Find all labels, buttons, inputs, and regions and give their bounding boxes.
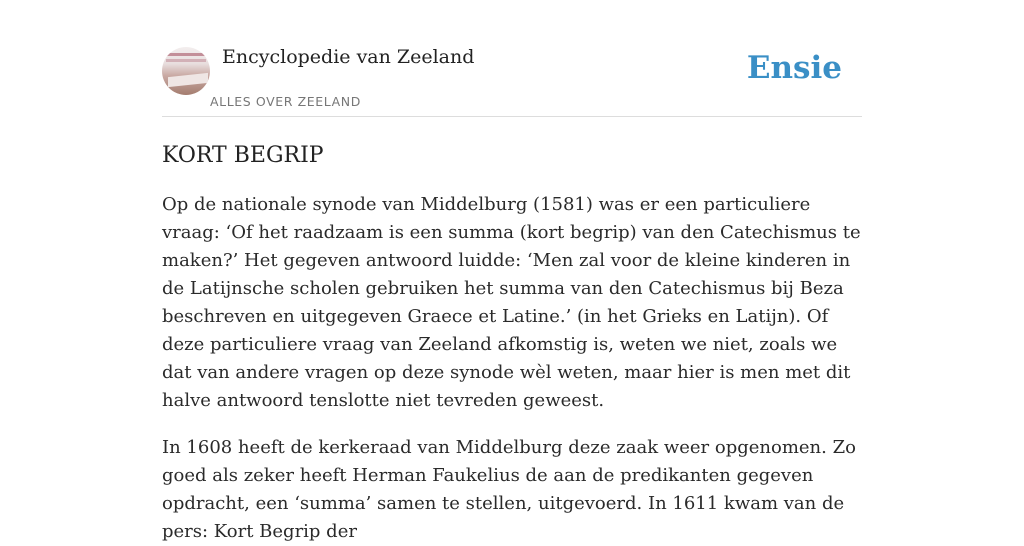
article-title: KORT BEGRIP [162, 143, 324, 168]
page-container [162, 0, 862, 546]
article-paragraph: Op de nationale synode van Middelburg (1581) was er een particuliere vraag: ‘Of het raadzaam is een summa (kort begrip) van den Catechismus te maken?’ Het gegeven antwoord luidde: ‘Men zal voor de kleine kinderen in de Latijnsche scholen gebruiken het summa van den Catechismus bij Beza beschreven en uitgegeven Graece et Latine.’ (in het Grieks en Latijn). Of deze particuliere vraag van Zeeland afkomstig is, weten we niet, zoals we dat van andere vragen op deze synode wèl weten, maar hier is men met dit halve antwoord tenslotte niet tevreden geweest. [162, 194, 861, 411]
site-header [162, 0, 862, 117]
avatar-book-shape [168, 73, 208, 87]
article-paragraph: In 1608 heeft de kerkeraad van Middelburg deze zaak weer opgenomen. Zo goed als zeker heeft Herman Faukelius de aan de predikanten gegeven opdracht, een ‘summa’ samen te stellen, uitgevoerd. In 1611 kwam van de pers: Kort Begrip der [162, 437, 856, 542]
site-title[interactable]: Encyclopedie van Zeeland [222, 46, 475, 68]
avatar-decoration [166, 53, 206, 56]
site-tagline: ALLES OVER ZEELAND [210, 94, 361, 109]
site-avatar[interactable] [162, 47, 210, 95]
avatar-decoration [166, 59, 206, 62]
ensie-logo-link[interactable]: Ensie [746, 50, 842, 86]
